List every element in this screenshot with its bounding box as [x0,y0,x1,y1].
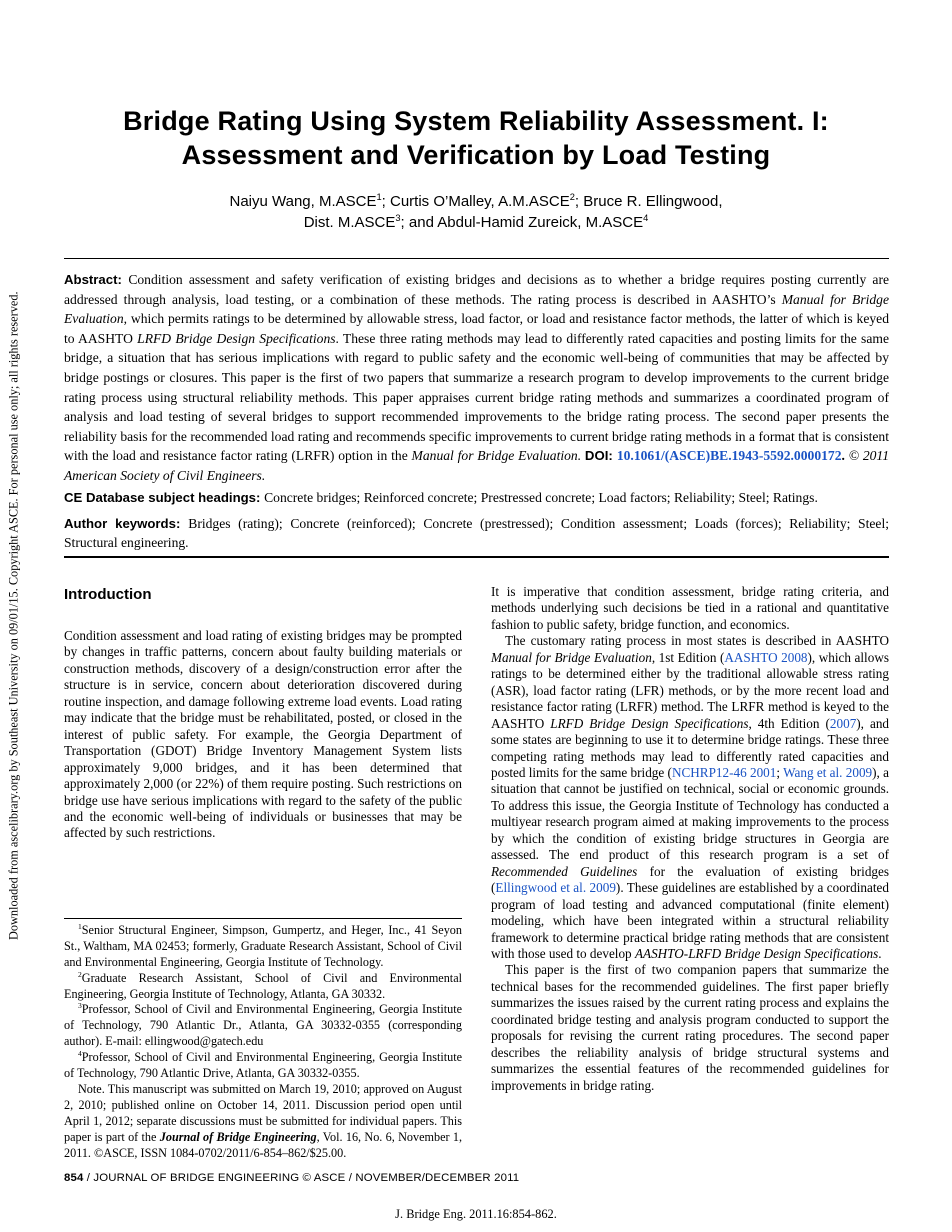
author-keywords [64,514,889,552]
footnote-4 [64,1050,462,1082]
paper-title-line2: Assessment and Verification by Load Testing [181,140,771,170]
citation-link[interactable]: Wang et al. 2009 [783,764,873,780]
superscript-marker: 4 [78,1049,82,1059]
citation-link[interactable]: AASHTO 2008 [724,649,808,665]
text-label: CE Database subject headings: [64,490,265,505]
text-b: 854 [64,1172,84,1184]
text-run: ), a situation that cannot be justified on technical, social or economic grounds. To address this issue, the Georgia Institute of Technology has conducted a multiyear research program aimed at making improvements to the process by which the condition of existing bridge structures in Georgia are assessed. The end product of this research program is a set of [491,764,889,863]
superscript-marker: 3 [395,213,401,223]
footnote-separator-rule [64,918,462,919]
superscript-marker: 1 [78,921,82,931]
text-run: / JOURNAL OF BRIDGE ENGINEERING © ASCE / NOVEMBER/DECEMBER 2011 [83,1172,520,1184]
text-run: for the evaluation of existing bridges ( [491,863,889,896]
section-heading-introduction: Introduction [64,586,152,603]
superscript-marker: 1 [376,192,382,202]
text-i: LRFD Bridge Design Specifications [550,715,749,731]
text-run: ; [776,764,784,780]
text-run: Dist. M.ASCE [303,214,396,231]
intro-paragraph: Condition assessment and load rating of existing bridges may be prompted by changes in traffic patterns, concern about faulty building materials or construction methods, discovery of a design/construction error after the structure is in service, concern about deterioration discovered during routine inspection, and damage following extreme load events. Load rating may indicate that the bridge must be rehabilitated, posted, or closed in the interest of public safety. For example, the Georgia Department of Transportation (GDOT) Bridge Inventory Management System lists approximately 9,000 bridges, and it has been determined that approximately 2,000 (or 22%) of them require posting. Such restrictions on bridge use have serious implications with regard to the safety of the public and the economic well-being of individuals or businesses that may be affected by such restrictions. [64,628,462,841]
citation-link[interactable]: 10.1061/(ASCE)BE.1943-5592.0000172 [616,448,842,464]
text-run: ), which allows ratings to be determined either by the traditional allowable stress rating (ASR), load factor rating (LFR) methods, or by the more recent load and resistance factor rating (LRFR) method. The LRFR method is keyed to the AASHTO [491,649,889,731]
text-run: Senior Structural Engineer, Simpson, Gumpertz, and Heger, Inc., 41 Seyon St., Waltham, MA 02453; formerly, Graduate Research Assistant, School of Civil and Environmental Engineering, Georgia Institute of Technology. [64,922,462,969]
abstract-paragraph [64,270,889,486]
superscript-marker: 4 [643,213,649,223]
text-label: Author keywords: [64,516,189,531]
text-i: Recommended Guidelines [491,863,638,879]
text-run: Naiyu Wang, M.ASCE [229,193,377,210]
keywords-bottom-rule [64,556,889,558]
footnote-3 [64,1002,462,1050]
citation-link[interactable]: Ellingwood et al. 2009 [495,880,616,896]
right-paragraph-3: This paper is the first of two companion papers that summarize the technical bases for the recommended guidelines. The first paper briefly summarizes the issues raised by the current rating process and explains the coordinated bridge testing and analysis program conducted to support the proposals for revising the current rating procedures. The second paper describes the reliability analysis of bridge structural systems and summarizes the essential features of the recommended guidelines for improvements in bridge rating. [491,962,889,1093]
text-label: Abstract: [64,272,129,287]
right-column [491,584,889,1162]
author-byline-line2 [0,212,952,233]
ce-database-headings [64,488,889,507]
right-paragraph-1: It is imperative that condition assessment, bridge rating criteria, and methods underlying such decisions be tied in a rational and quantitative fashion to public safety, bridge function, and economics. [491,584,889,632]
paper-title-line1: Bridge Rating Using System Reliability Assessment. I: [123,106,829,136]
text-run: , 4th Edition ( [748,715,830,731]
left-column [64,584,462,1162]
text-run: Concrete bridges; Reinforced concrete; Prestressed concrete; Load factors; Reliability; Steel; Ratings. [264,490,818,505]
footnote-1 [64,923,462,971]
citation-link[interactable]: 2007 [829,715,857,731]
page-footer [64,1172,519,1184]
text-run: The customary rating process in most states is described in AASHTO [505,633,889,649]
text-run: . [878,945,882,961]
superscript-marker: 3 [78,1001,82,1011]
text-run: . These three rating methods may lead to differently rated capacities and posting limits for the same bridge, a situation that has serious implications with regard to public safety and the economic well-being of communities that may be affected by bridge postings or closures. This paper is the first of two papers that summarize a research program to develop improvements to the current bridge rating process using structural reliability methods. This paper appraises current bridge rating methods and summarizes a coordinated program of analysis and load testing of several bridges to support recommended improvements to the bridge rating process. The second paper presents the reliability basis for the recommended load rating and recommends specific improvements to current bridge rating methods in a format that is consistent with the load and resistance factor rating (LRFR) option in the [64,330,889,464]
text-run: ). These guidelines are established by a coordinated program of load testing and advanced computational (finite element) modeling, which have been integrated within a structural reliability framework to determine practical bridge rating methods that are consistent with those used to develop [491,880,889,961]
text-i: © 2011 American Society of Civil Engineers. [64,448,890,483]
text-run: ; Curtis O’Malley, A.M.ASCE [381,193,570,210]
text-run: ; Bruce R. Ellingwood, [574,193,723,210]
paper-title [0,104,952,172]
text-i: Manual for Bridge Evaluation [64,291,890,327]
body-columns [64,584,889,1162]
text-run: ), and some states are beginning to use it to determine bridge ratings. These three competing rating methods may lead to differently rated capacities and posted limits for the same bridge ( [491,715,890,780]
text-i: Manual for Bridge Evaluation. [411,448,585,464]
text-run: Condition assessment and safety verification of existing bridges and decisions as to whether a bridge requires posting currently are addressed through analysis, load testing, or a combination of these methods. The rating process is described in AASHTO’s [64,272,889,307]
text-run: Bridges (rating); Concrete (reinforced); Concrete (prestressed); Condition assessment; Loads (forces); Reliability; Steel; Structural engineering. [64,516,889,550]
text-run: Professor, School of Civil and Environmental Engineering, Georgia Institute of Technology, 790 Atlantic Dr., Atlanta, GA 30332-0355 (corresponding author). E-mail: ellingwood@gatech.edu [64,1002,462,1049]
abstract-top-rule [64,258,889,259]
author-byline-line1 [0,191,952,212]
download-copyright-sidebar-text: Downloaded from ascelibrary.org by Southeast University on 09/01/15. Copyright ASCE. For personal use only; all rights reserved. [6,291,21,941]
journal-citation: J. Bridge Eng. 2011.16:854-862. [395,1207,557,1221]
text-bi: Journal of Bridge Engineering [159,1130,317,1145]
citation-link[interactable]: NCHRP12-46 2001 [671,764,777,780]
text-i: AASHTO-LRFD Bridge Design Specifications [634,945,879,961]
footnotes-block [64,918,462,1162]
superscript-marker: 2 [569,192,575,202]
text-b: . [841,448,849,464]
text-run: , 1st Edition ( [651,649,725,665]
text-label: DOI: [584,448,617,464]
text-run: ; and Abdul-Hamid Zureick, M.ASCE [400,214,644,231]
text-run: , which permits ratings to be determined by allowable stress, load factor, or load and resistance factor methods, the latter of which is keyed to AASHTO [64,311,889,346]
text-run: Note. This manuscript was submitted on March 19, 2010; approved on August 2, 2010; published online on October 14, 2011. Discussion period open until April 1, 2012; separate discussions must be submitted for individual papers. This paper is part of the [64,1082,462,1145]
superscript-marker: 2 [78,969,82,979]
text-i: LRFD Bridge Design Specifications [137,330,336,346]
author-byline [0,191,952,233]
footnote-note [64,1082,462,1162]
text-run: , Vol. 16, No. 6, November 1, 2011. ©ASCE, ISSN 1084-0702/2011/6-854–862/$25.00. [64,1130,463,1161]
right-paragraph-2 [491,633,889,962]
text-run: Graduate Research Assistant, School of Civil and Environmental Engineering, Georgia Institute of Technology, Atlanta, GA 30332. [64,970,462,1001]
text-run: Professor, School of Civil and Environmental Engineering, Georgia Institute of Technology, 790 Atlantic Drive, Atlanta, GA 30332-0355. [64,1050,462,1081]
text-i: Manual for Bridge Evaluation [491,649,652,665]
footnote-2 [64,971,462,1003]
